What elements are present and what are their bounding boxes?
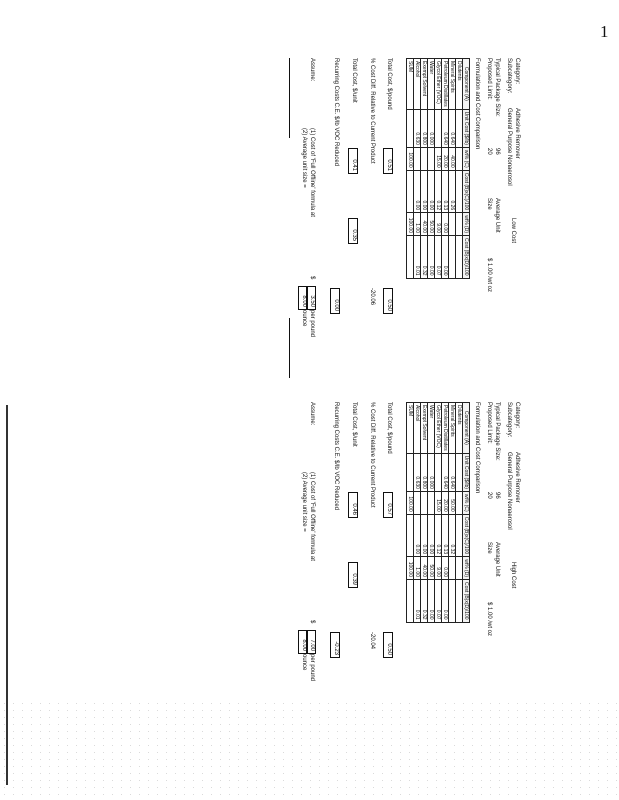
table-row: Glycol Ether (VOC) 15.00 0.12 9.00 0.07 — [435, 403, 442, 623]
assume-1-value: 7.00 — [306, 630, 316, 654]
typical-size-value: 96 — [494, 492, 500, 499]
cost-level-label: High Cost — [510, 562, 516, 589]
recurring-cost-value: -0.23 — [330, 632, 340, 658]
price-per-weight: $ 1.00 /wt oz — [486, 258, 492, 293]
table-row: Exempt Solvent 0.800 0.00 40.00 0.32 — [421, 59, 428, 279]
total-cost-unit-label: Total Cost, $/unit — [351, 58, 357, 103]
pct-diff-value: -20.06 — [369, 288, 375, 306]
assume-2-unit: ounce — [301, 310, 307, 327]
total-cost-compliant: 0.50 — [383, 288, 393, 314]
pct-diff-value: -20.04 — [369, 632, 375, 650]
typical-size-label: Typical Package Size: — [494, 402, 500, 461]
table-row: Mineral Spirits 0.640 40.00 0.26 — [449, 59, 456, 279]
subcategory-label: Subcategory: — [506, 402, 512, 438]
header-noncompliant-wt: wt% (C) — [463, 147, 470, 170]
table-header-row — [463, 403, 470, 623]
assume-1-value: 3.50 — [306, 286, 316, 310]
header-noncompliant-wt: wt% (C) — [463, 491, 470, 514]
table-row: Alcohol 0.630 0.00 1.00 0.01 — [414, 403, 421, 623]
dollar-sign: $ — [309, 276, 315, 280]
recurring-cost-label: Recurring Costs C.E. $/lb VOC Reduced — [333, 58, 339, 167]
category-value: Adhesive Remover — [514, 108, 520, 159]
pct-diff-label: % Cost Diff. Relative to Current Product — [369, 58, 375, 164]
total-cost-noncompliant: 0.51 — [383, 148, 393, 174]
assume-line-1: (1) Cost of 'Full Offline' formula at — [309, 128, 315, 217]
table-row: Petroleum Distillates 0.640 20.00 0.13 0.00 0.00 — [442, 59, 449, 279]
subcategory-value: General Purpose Nonaerosol — [506, 452, 512, 530]
assume-label: Assume: — [309, 402, 315, 426]
assume-2-unit: ounce — [301, 654, 307, 671]
category-label: Category: — [514, 58, 520, 85]
assume-2-value: 8.00 — [298, 630, 308, 654]
assume-2-value: 8.00 — [298, 286, 308, 310]
proposed-limit-unit: Size — [486, 542, 492, 554]
pct-diff-label: % Cost Diff. Relative to Current Product — [369, 402, 375, 508]
typical-size-unit: Average Unit — [494, 198, 500, 233]
cost-level-label: Low Cost — [510, 218, 516, 244]
total-cost-unit-value: 0.46 — [348, 492, 358, 518]
table-row: Exempt Solvent 0.800 0.00 40.00 0.32 — [421, 403, 428, 623]
recurring-cost-label: Recurring Costs C.E. $/lb VOC Reduced — [333, 402, 339, 511]
header-unit-cost: Unit Cost ($/lb) — [463, 109, 470, 147]
total-cost-noncompliant: 0.57 — [383, 492, 393, 518]
proposed-limit-label: Proposed Limit: — [486, 402, 492, 444]
table-row: Petroleum Distillates 0.640 20.00 0.13 0.00 0.00 — [442, 403, 449, 623]
page-number: 1 — [600, 22, 609, 41]
formulation-table — [406, 402, 470, 623]
total-cost-unit-value: 0.41 — [348, 148, 358, 174]
sum-row: SUM 100.00 100.00 — [407, 59, 414, 279]
typical-size-label: Typical Package Size: — [494, 58, 500, 117]
category-value: Adhesive Remover — [514, 452, 520, 503]
header-component: Component (A) — [463, 403, 470, 454]
cost-sheet-low — [250, 58, 520, 388]
total-cost-pound-label: Total Cost, $/pound — [386, 402, 392, 454]
total-cost-unit-compliant: 0.35 — [348, 218, 358, 244]
assume-line-2: (2) Average unit size = — [301, 472, 307, 532]
proposed-limit-value: 20 — [486, 492, 492, 499]
divider-line — [289, 58, 290, 138]
total-cost-pound-label: Total Cost, $/pound — [386, 58, 392, 110]
header-noncompliant-cost: Cost (B)x(C)/100 — [463, 514, 470, 557]
header-component: Component (A) — [463, 59, 470, 110]
sum-row: SUM 100.00 100.00 — [407, 403, 414, 623]
assume-line-2: (2) Average unit size = — [301, 128, 307, 188]
proposed-limit-value: 20 — [486, 148, 492, 155]
proposed-limit-unit: Size — [486, 198, 492, 210]
typical-size-value: 96 — [494, 148, 500, 155]
formulation-table — [406, 58, 470, 279]
table-row: Mineral Spirits 0.640 50.00 0.32 — [449, 403, 456, 623]
table-row: Alcohol 0.630 0.00 1.00 0.01 — [414, 59, 421, 279]
cost-sheet-high — [250, 402, 520, 732]
section-title: Formulation and Cost Comparison — [474, 402, 480, 494]
section-title: Formulation and Cost Comparison — [474, 58, 480, 150]
total-cost-unit-compliant: 0.39 — [348, 562, 358, 588]
total-cost-compliant: 0.50 — [383, 632, 393, 658]
price-per-weight: $ 1.00 /wt oz — [486, 602, 492, 637]
dollar-sign: $ — [309, 620, 315, 624]
assume-1-unit: per pound — [309, 654, 315, 682]
recurring-cost-value: 0.00 — [330, 288, 340, 314]
table-row: Water 0.000 0.00 50.00 0.00 — [428, 59, 435, 279]
assume-1-unit: per pound — [309, 310, 315, 338]
scan-noise — [0, 700, 619, 800]
table-row: Dilutents — [456, 403, 463, 623]
table-row: Dilutents — [456, 59, 463, 279]
category-label: Category: — [514, 402, 520, 429]
subcategory-label: Subcategory: — [506, 58, 512, 94]
proposed-limit-label: Proposed Limit: — [486, 58, 492, 100]
typical-size-unit: Average Unit — [494, 542, 500, 577]
header-compliant-cost: Cost (B)x(D)/100 — [463, 580, 470, 623]
header-compliant-wt: wt% (D) — [463, 557, 470, 580]
header-compliant-cost: Cost (B)x(D)/100 — [463, 236, 470, 279]
divider-line — [289, 318, 290, 378]
subcategory-value: General Purpose Nonaerosol — [506, 108, 512, 186]
header-compliant-wt: wt% (D) — [463, 213, 470, 236]
table-row: Glycol Ether (VOC) 15.00 0.12 9.00 0.07 — [435, 59, 442, 279]
assume-line-1: (1) Cost of 'Full Offline' formula at — [309, 472, 315, 561]
header-unit-cost: Unit Cost ($/lb) — [463, 453, 470, 491]
total-cost-unit-label: Total Cost, $/unit — [351, 402, 357, 447]
assume-label: Assume: — [309, 58, 315, 82]
table-row: Water 0.000 0.00 50.00 0.00 — [428, 403, 435, 623]
header-noncompliant-cost: Cost (B)x(C)/100 — [463, 170, 470, 213]
table-header-row — [463, 59, 470, 279]
